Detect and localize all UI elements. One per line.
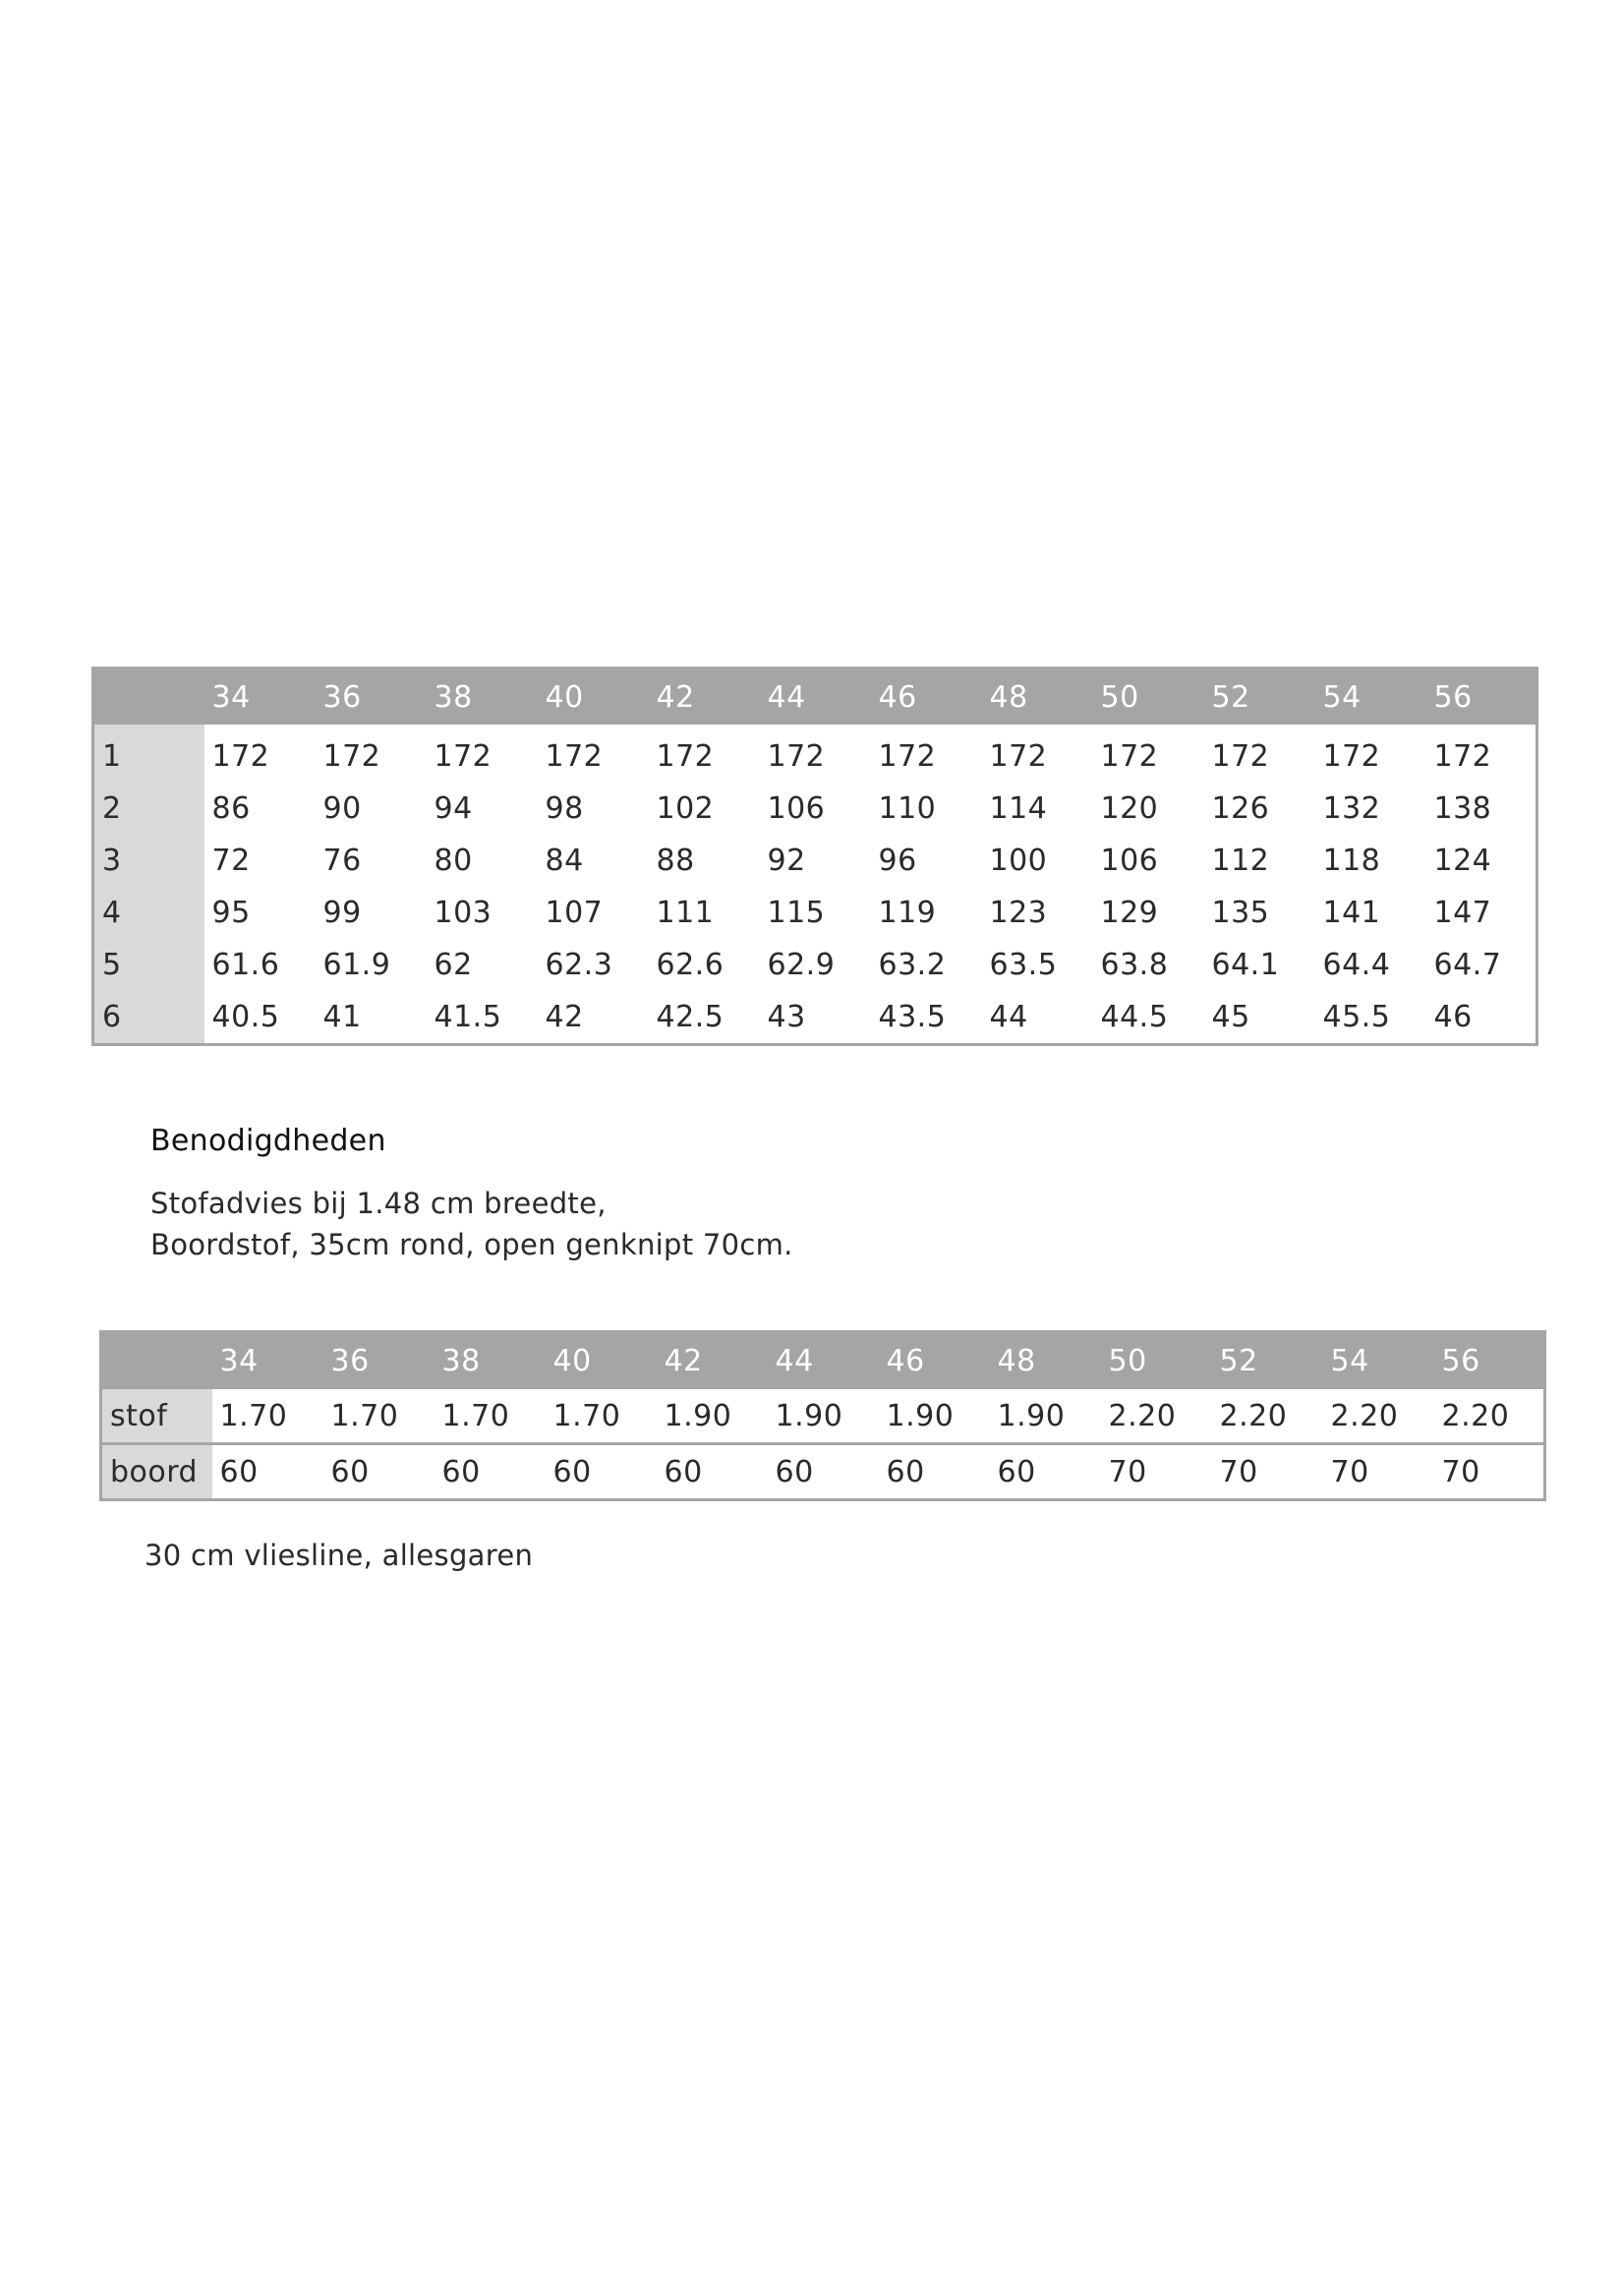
row-label: stof — [101, 1389, 212, 1444]
table-row — [93, 939, 1537, 991]
size-column-header: 34 — [212, 1332, 323, 1390]
table-row — [101, 1444, 1545, 1500]
table-cell: 60 — [990, 1444, 1101, 1500]
table-cell: 118 — [1315, 835, 1426, 887]
table-cell: 84 — [538, 835, 649, 887]
row-label: 2 — [93, 783, 204, 835]
table-cell: 123 — [982, 887, 1093, 939]
table-cell: 1.90 — [990, 1389, 1101, 1444]
table-cell: 88 — [649, 835, 760, 887]
table-cell: 172 — [1093, 725, 1204, 783]
size-column-header: 46 — [879, 1332, 990, 1390]
table-cell: 135 — [1204, 887, 1315, 939]
size-column-header: 56 — [1426, 669, 1537, 726]
table-cell: 64.4 — [1315, 939, 1426, 991]
table-cell: 172 — [760, 725, 871, 783]
table-cell: 172 — [316, 725, 427, 783]
table-cell: 1.70 — [212, 1389, 323, 1444]
size-column-header: 52 — [1204, 669, 1315, 726]
table-cell: 61.6 — [204, 939, 316, 991]
table-cell: 60 — [435, 1444, 546, 1500]
table-cell: 62.6 — [649, 939, 760, 991]
table-cell: 45.5 — [1315, 991, 1426, 1045]
table-cell: 44 — [982, 991, 1093, 1045]
table-cell: 70 — [1101, 1444, 1212, 1500]
table-cell: 172 — [1204, 725, 1315, 783]
notions-note: 30 cm vliesline, allesgaren — [145, 1539, 534, 1572]
table-cell: 172 — [538, 725, 649, 783]
table-cell: 172 — [1315, 725, 1426, 783]
table-cell: 64.1 — [1204, 939, 1315, 991]
table-cell: 99 — [316, 887, 427, 939]
corner-cell — [93, 669, 204, 726]
row-label: 5 — [93, 939, 204, 991]
table-cell: 129 — [1093, 887, 1204, 939]
table-cell: 60 — [212, 1444, 323, 1500]
table-cell: 94 — [427, 783, 538, 835]
table-cell: 40.5 — [204, 991, 316, 1045]
size-table-header-row — [93, 669, 1537, 726]
table-cell: 1.90 — [657, 1389, 768, 1444]
size-table — [91, 667, 1538, 1046]
table-cell: 64.7 — [1426, 939, 1537, 991]
table-cell: 46 — [1426, 991, 1537, 1045]
table-cell: 2.20 — [1212, 1389, 1323, 1444]
table-cell: 147 — [1426, 887, 1537, 939]
table-cell: 76 — [316, 835, 427, 887]
row-label: 3 — [93, 835, 204, 887]
table-cell: 1.70 — [323, 1389, 435, 1444]
table-cell: 120 — [1093, 783, 1204, 835]
rib-fabric-line: Boordstof, 35cm rond, open genknipt 70cm. — [150, 1228, 793, 1261]
row-label: 4 — [93, 887, 204, 939]
table-cell: 106 — [1093, 835, 1204, 887]
table-cell: 126 — [1204, 783, 1315, 835]
row-label: 6 — [93, 991, 204, 1045]
row-label: boord — [101, 1444, 212, 1500]
table-cell: 61.9 — [316, 939, 427, 991]
size-column-header: 38 — [427, 669, 538, 726]
table-cell: 141 — [1315, 887, 1426, 939]
table-cell: 63.2 — [871, 939, 982, 991]
table-cell: 172 — [204, 725, 316, 783]
table-cell: 62 — [427, 939, 538, 991]
table-cell: 80 — [427, 835, 538, 887]
table-cell: 1.70 — [435, 1389, 546, 1444]
size-column-header: 56 — [1434, 1332, 1545, 1390]
size-column-header: 44 — [760, 669, 871, 726]
size-column-header: 38 — [435, 1332, 546, 1390]
row-label: 1 — [93, 725, 204, 783]
table-cell: 42 — [538, 991, 649, 1045]
table-cell: 110 — [871, 783, 982, 835]
table-row — [93, 835, 1537, 887]
size-column-header: 48 — [982, 669, 1093, 726]
table-cell: 60 — [546, 1444, 657, 1500]
table-row — [93, 783, 1537, 835]
table-cell: 43.5 — [871, 991, 982, 1045]
table-cell: 102 — [649, 783, 760, 835]
table-cell: 42.5 — [649, 991, 760, 1045]
table-cell: 1.90 — [768, 1389, 879, 1444]
fabric-table-header-row — [101, 1332, 1545, 1390]
table-cell: 100 — [982, 835, 1093, 887]
table-cell: 2.20 — [1323, 1389, 1434, 1444]
table-cell: 2.20 — [1101, 1389, 1212, 1444]
table-cell: 1.90 — [879, 1389, 990, 1444]
table-cell: 115 — [760, 887, 871, 939]
table-cell: 172 — [1426, 725, 1537, 783]
table-cell: 43 — [760, 991, 871, 1045]
table-cell: 107 — [538, 887, 649, 939]
table-cell: 62.9 — [760, 939, 871, 991]
size-column-header: 34 — [204, 669, 316, 726]
table-cell: 60 — [879, 1444, 990, 1500]
table-cell: 172 — [871, 725, 982, 783]
table-row — [101, 1389, 1545, 1444]
size-column-header: 40 — [538, 669, 649, 726]
table-cell: 132 — [1315, 783, 1426, 835]
table-cell: 70 — [1212, 1444, 1323, 1500]
table-cell: 60 — [323, 1444, 435, 1500]
table-cell: 98 — [538, 783, 649, 835]
table-cell: 103 — [427, 887, 538, 939]
table-cell: 60 — [768, 1444, 879, 1500]
size-column-header: 36 — [323, 1332, 435, 1390]
table-cell: 112 — [1204, 835, 1315, 887]
size-column-header: 50 — [1101, 1332, 1212, 1390]
table-cell: 172 — [982, 725, 1093, 783]
supplies-title: Benodigdheden — [150, 1124, 386, 1158]
table-cell: 114 — [982, 783, 1093, 835]
table-cell: 92 — [760, 835, 871, 887]
size-column-header: 48 — [990, 1332, 1101, 1390]
size-column-header: 54 — [1323, 1332, 1434, 1390]
table-cell: 72 — [204, 835, 316, 887]
size-column-header: 46 — [871, 669, 982, 726]
table-cell: 124 — [1426, 835, 1537, 887]
table-cell: 45 — [1204, 991, 1315, 1045]
table-cell: 138 — [1426, 783, 1537, 835]
table-cell: 86 — [204, 783, 316, 835]
table-row — [93, 991, 1537, 1045]
table-cell: 172 — [649, 725, 760, 783]
table-cell: 111 — [649, 887, 760, 939]
size-column-header: 52 — [1212, 1332, 1323, 1390]
table-cell: 60 — [657, 1444, 768, 1500]
table-cell: 63.5 — [982, 939, 1093, 991]
size-column-header: 44 — [768, 1332, 879, 1390]
table-cell: 1.70 — [546, 1389, 657, 1444]
table-row — [93, 887, 1537, 939]
fabric-advice-line: Stofadvies bij 1.48 cm breedte, — [150, 1187, 607, 1220]
table-cell: 41 — [316, 991, 427, 1045]
table-cell: 119 — [871, 887, 982, 939]
table-cell: 41.5 — [427, 991, 538, 1045]
table-cell: 96 — [871, 835, 982, 887]
size-column-header: 50 — [1093, 669, 1204, 726]
size-column-header: 42 — [657, 1332, 768, 1390]
table-cell: 63.8 — [1093, 939, 1204, 991]
table-cell: 44.5 — [1093, 991, 1204, 1045]
corner-cell — [101, 1332, 212, 1390]
table-row — [93, 725, 1537, 783]
table-cell: 172 — [427, 725, 538, 783]
table-cell: 95 — [204, 887, 316, 939]
table-cell: 2.20 — [1434, 1389, 1545, 1444]
fabric-table — [99, 1330, 1546, 1501]
size-column-header: 36 — [316, 669, 427, 726]
table-cell: 70 — [1323, 1444, 1434, 1500]
table-cell: 106 — [760, 783, 871, 835]
table-cell: 70 — [1434, 1444, 1545, 1500]
size-column-header: 40 — [546, 1332, 657, 1390]
table-cell: 90 — [316, 783, 427, 835]
size-column-header: 42 — [649, 669, 760, 726]
size-column-header: 54 — [1315, 669, 1426, 726]
table-cell: 62.3 — [538, 939, 649, 991]
